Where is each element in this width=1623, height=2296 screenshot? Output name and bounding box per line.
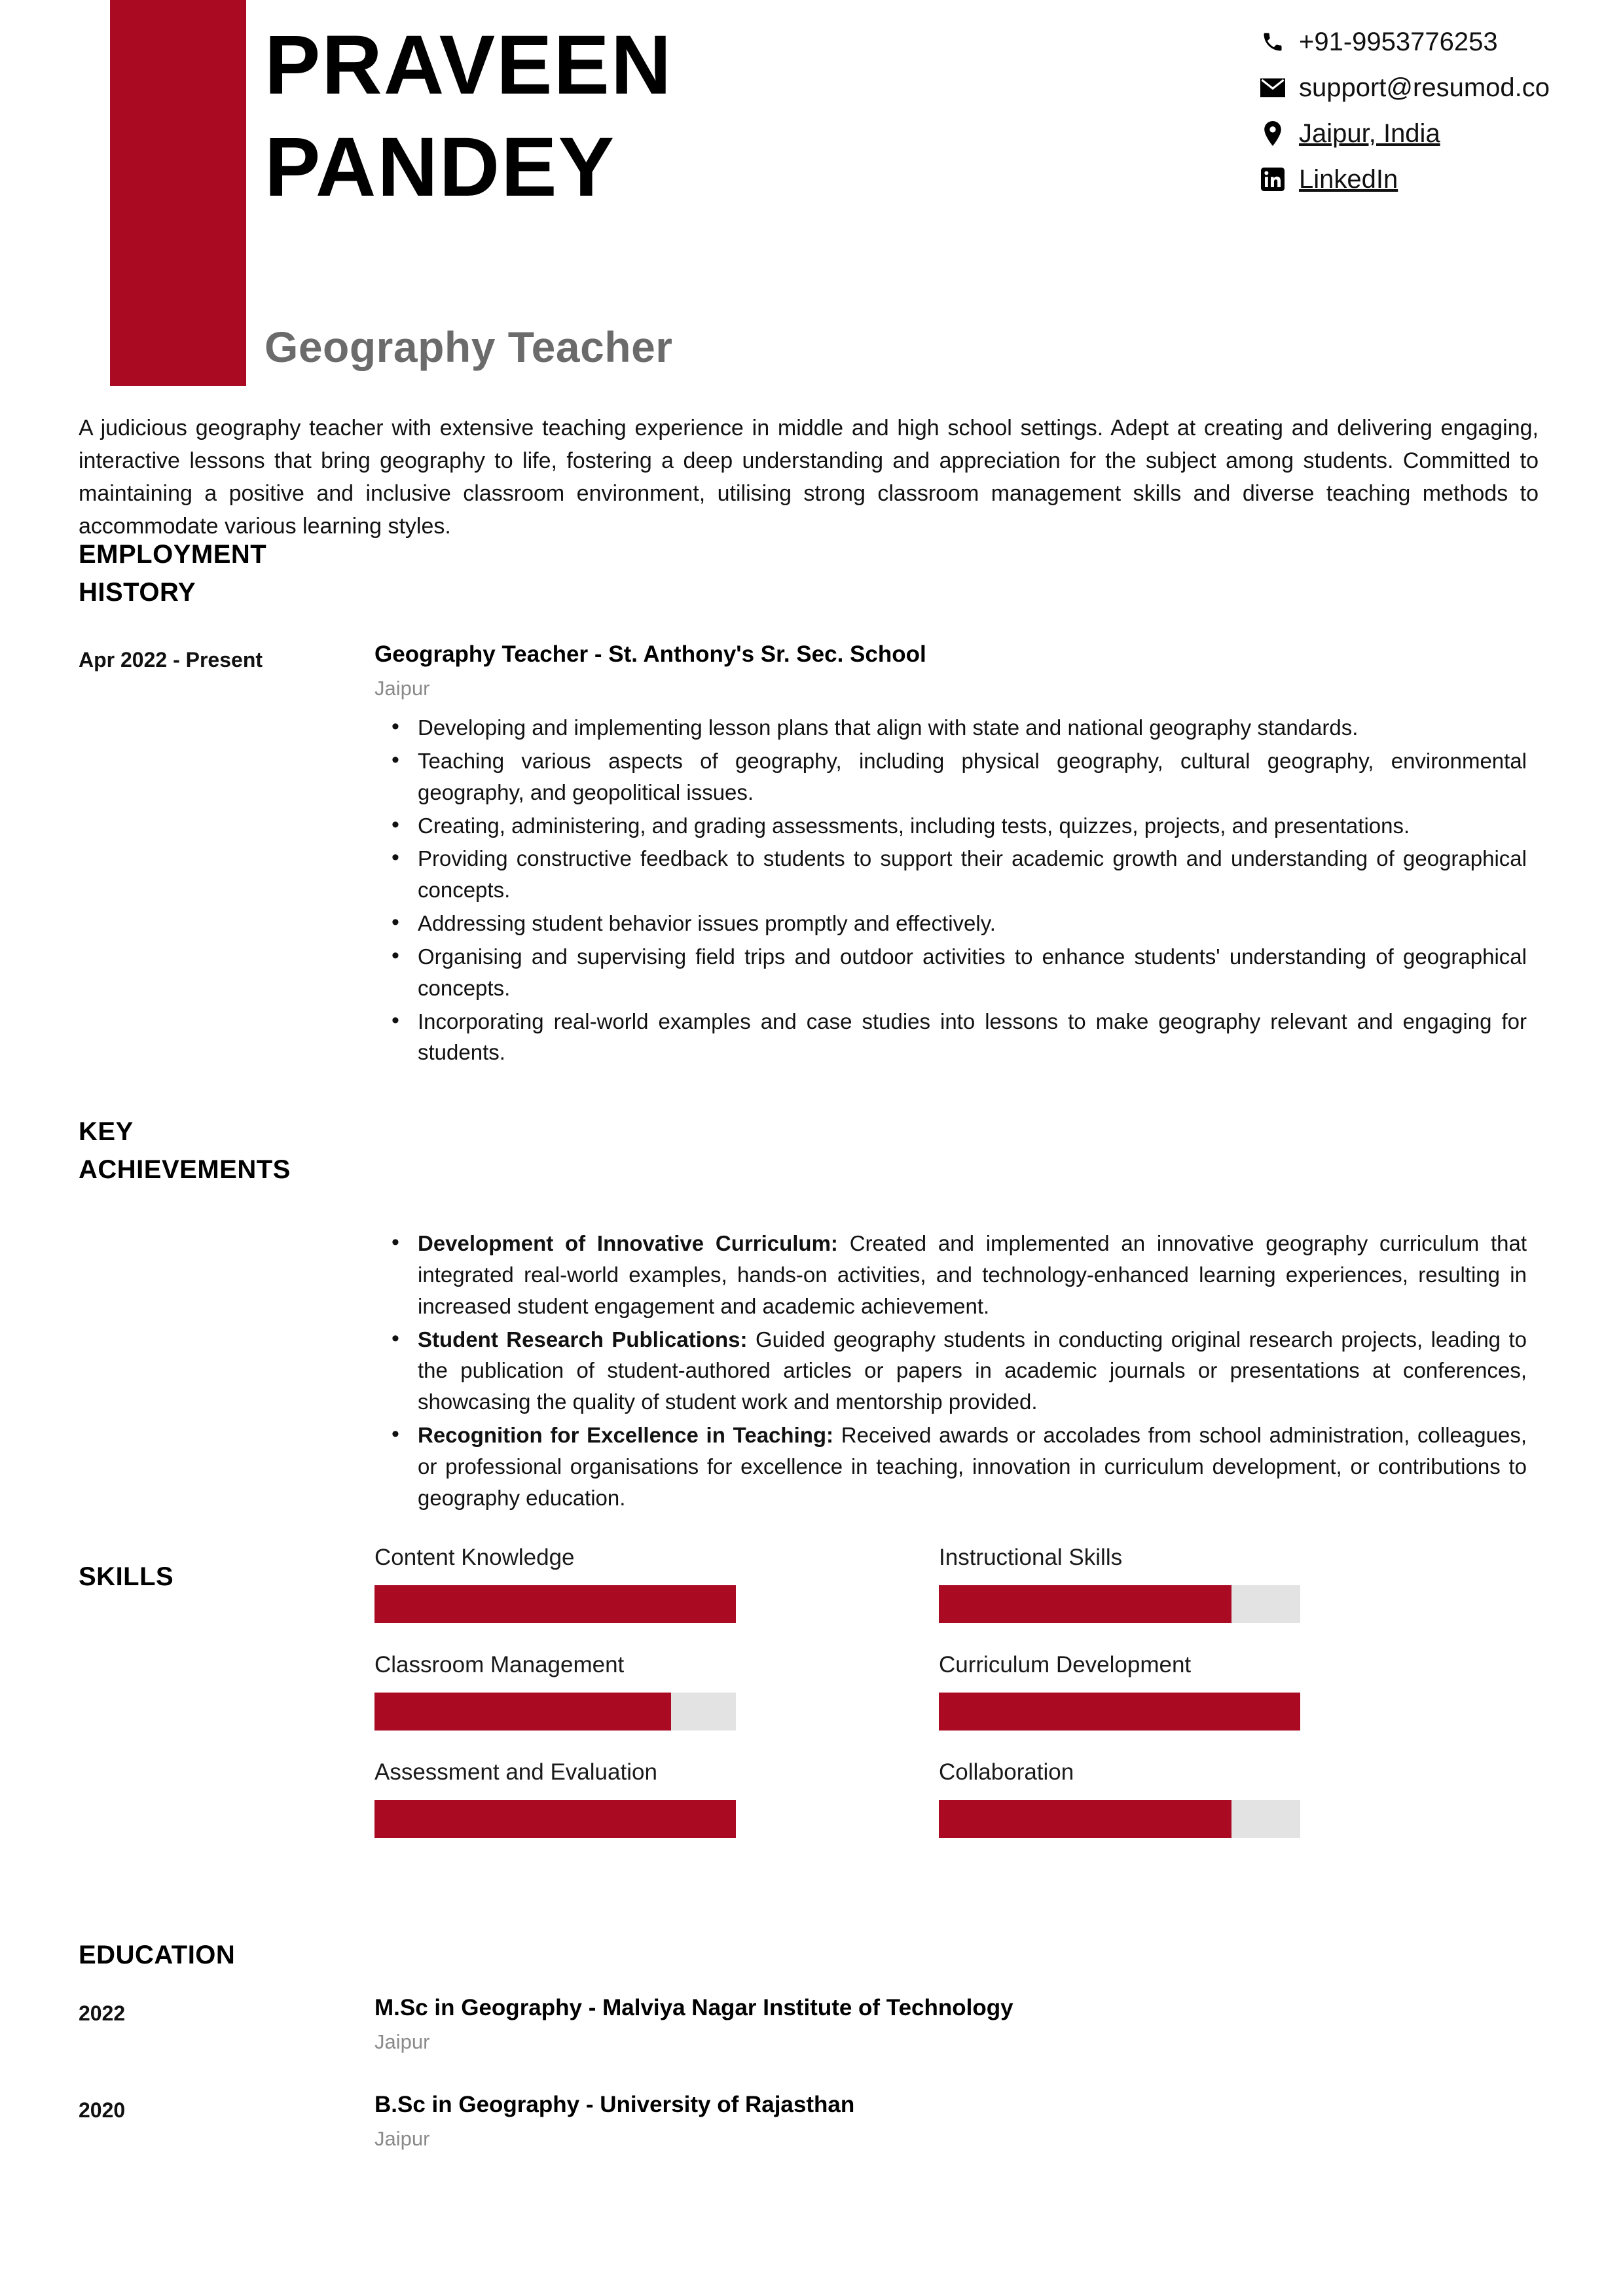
contact-list: [1258, 27, 1550, 211]
list-item: • Addressing student behavior issues promptly and effectively.: [418, 908, 1527, 939]
employment-entry: [374, 641, 1527, 1070]
section-title-line-2: HISTORY: [79, 578, 196, 607]
skill-label: Collaboration: [939, 1759, 1074, 1785]
achievement-body: Guided geography students in conducting original research projects, leading to the publication of student-authored articles or papers in academic journals or presentations at conferences, showcasing the quality of student work and mentorship provided.: [418, 1327, 1527, 1414]
achievement-lead: Development of Innovative Curriculum:: [418, 1231, 838, 1255]
list-item: [418, 1420, 1527, 1514]
resume-header: [0, 0, 1623, 393]
education-entry: [374, 2092, 1527, 2162]
education-entry-title: B.Sc in Geography - University of Rajasthan: [374, 2092, 855, 2117]
achievement-lead: Student Research Publications:: [418, 1327, 748, 1352]
contact-linkedin-text: LinkedIn: [1298, 165, 1398, 194]
skill-label: Assessment and Evaluation: [374, 1759, 657, 1785]
contact-email[interactable]: [1258, 73, 1550, 102]
section-title-key-achievements: [79, 1113, 340, 1189]
contact-email-text: support@resumod.co: [1298, 73, 1550, 102]
section-title-line-2: ACHIEVEMENTS: [79, 1155, 291, 1184]
section-title-line-1: SKILLS: [79, 1562, 174, 1591]
key-achievements-body: [374, 1228, 1527, 1516]
education-entry-date: 2020: [79, 2098, 126, 2122]
skill-item-instructional-skills: [939, 1545, 1300, 1623]
skill-row: [374, 1652, 1337, 1759]
list-item: • Organising and supervising field trips and outdoor activities to enhance students' understanding of geographical concepts.: [418, 941, 1527, 1004]
skill-item-curriculum-development: [939, 1652, 1300, 1731]
employment-bullet-list: [374, 712, 1527, 1068]
employment-entry-title: Geography Teacher - St. Anthony's Sr. Sec. School: [374, 641, 926, 667]
list-item: [418, 1228, 1527, 1322]
employment-entry-location: Jaipur: [374, 677, 430, 700]
skill-row: [374, 1759, 1337, 1867]
skill-label: Curriculum Development: [939, 1652, 1192, 1677]
education-entry: [374, 1995, 1527, 2066]
location-pin-icon: [1258, 120, 1287, 147]
achievement-body: Created and implemented an innovative geography curriculum that integrated real-world examples, hands-on activities, and technology-enhanced learning experiences, resulting in increased student engagement and academic achievement.: [418, 1231, 1527, 1318]
section-title-line-1: KEY: [79, 1117, 134, 1146]
contact-location-text: Jaipur, India: [1298, 119, 1440, 148]
candidate-name: [264, 18, 1037, 228]
contact-phone[interactable]: [1258, 27, 1550, 56]
skill-progress-fill: [939, 1800, 1231, 1838]
skill-progress-track: [374, 1800, 736, 1838]
skill-progress-fill: [939, 1585, 1231, 1623]
skill-item-assessment-and-evaluation: [374, 1759, 736, 1838]
education-entry-location: Jaipur: [374, 2127, 430, 2150]
achievement-lead: Recognition for Excellence in Teaching:: [418, 1423, 834, 1448]
section-title-employment-history: [79, 535, 340, 611]
skill-progress-fill: [374, 1800, 736, 1838]
skill-item-classroom-management: [374, 1652, 736, 1731]
education-entry-date: 2022: [79, 2001, 126, 2025]
skill-progress-fill: [374, 1693, 671, 1731]
skill-progress-track: [939, 1585, 1300, 1623]
skill-progress-fill: [939, 1693, 1300, 1731]
linkedin-icon: [1258, 166, 1287, 192]
list-item: • Developing and implementing lesson plans that align with state and national geography standards.: [418, 712, 1527, 744]
skill-progress-track: [939, 1800, 1300, 1838]
skill-row: [374, 1545, 1337, 1652]
list-item: • Teaching various aspects of geography, including physical geography, cultural geography, environmental geography, and geopolitical issues.: [418, 745, 1527, 808]
section-title-line-1: EMPLOYMENT: [79, 540, 267, 569]
achievement-body: Received awards or accolades from school administration, colleagues, or professional organisations for excellence in teaching, innovation in curriculum development, or contributions to geography education.: [418, 1423, 1527, 1510]
skills-grid: [374, 1545, 1337, 1867]
education-entry-location: Jaipur: [374, 2030, 430, 2053]
list-item: [418, 1324, 1527, 1418]
section-title-line-1: EDUCATION: [79, 1941, 236, 1969]
professional-summary: A judicious geography teacher with extensive teaching experience in middle and high school settings. Adept at creating and delivering engaging, interactive lessons that bring geography to life, fostering a deep understanding and appreciation for the subject among students. Committed to maintaining a positive and inclusive classroom environment, utilising strong classroom management skills and diverse teaching methods to accommodate various learning styles.: [79, 416, 1539, 539]
skill-progress-fill: [374, 1585, 736, 1623]
candidate-job-title: Geography Teacher: [264, 323, 673, 371]
education-entry-title: M.Sc in Geography - Malviya Nagar Institute of Technology: [374, 1995, 1013, 2020]
skill-label: Instructional Skills: [939, 1545, 1123, 1570]
candidate-first-name: PRAVEEN: [264, 18, 673, 112]
skill-item-content-knowledge: [374, 1545, 736, 1623]
section-title-skills: [79, 1558, 340, 1596]
skill-label: Classroom Management: [374, 1652, 625, 1677]
list-item: • Creating, administering, and grading assessments, including tests, quizzes, projects, and presentations.: [418, 810, 1527, 842]
contact-phone-text: +91-9953776253: [1298, 27, 1498, 56]
skill-label: Content Knowledge: [374, 1545, 575, 1570]
list-item: • Incorporating real-world examples and case studies into lessons to make geography relevant and engaging for students.: [418, 1006, 1527, 1069]
employment-entry-date: Apr 2022 - Present: [79, 648, 263, 672]
contact-linkedin[interactable]: [1258, 165, 1550, 194]
skill-progress-track: [939, 1693, 1300, 1731]
envelope-icon: [1258, 75, 1287, 101]
skill-progress-track: [374, 1585, 736, 1623]
candidate-last-name: PANDEY: [264, 120, 615, 214]
phone-icon: [1258, 29, 1287, 55]
skill-progress-track: [374, 1693, 736, 1731]
skill-item-collaboration: [939, 1759, 1300, 1838]
key-achievements-list: [374, 1228, 1527, 1514]
list-item: • Providing constructive feedback to students to support their academic growth and understanding of geographical concepts.: [418, 843, 1527, 906]
section-title-education: [79, 1936, 340, 1974]
accent-bar: [110, 0, 246, 386]
contact-location[interactable]: [1258, 119, 1550, 148]
